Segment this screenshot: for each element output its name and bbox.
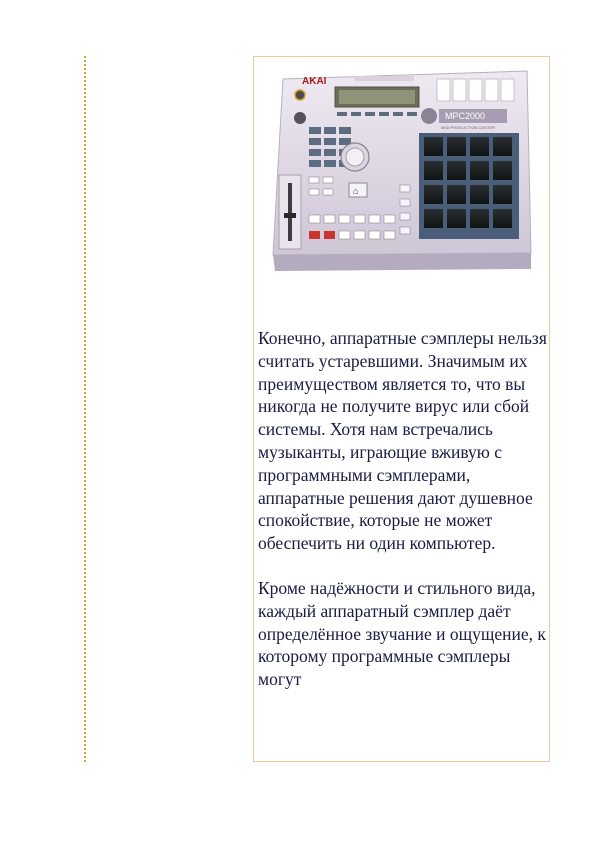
- akai-mpc2000-photo: [269, 65, 534, 277]
- model-badge: MPC2000: [445, 111, 486, 121]
- paragraph-1: Конечно, аппаратные сэмплеры нельзя считать устаревшими. Значимым их преимуществом является то, что вы никогда не получите вирус или сбой системы. Хотя нам встречались музыканты, играющие вживую с программными сэмплерами, аппаратные решения дают душевное спокойствие, которые не может обеспечить ни один компьютер.: [258, 328, 547, 554]
- svg-text:⌂: ⌂: [353, 186, 359, 196]
- article-text: [258, 327, 548, 713]
- model-subtitle: MIDI PRODUCTION CENTER: [441, 125, 495, 130]
- brand-logo: AKAI: [302, 76, 327, 87]
- margin-dotted-rule: [84, 56, 86, 762]
- content-frame: [253, 56, 550, 762]
- paragraph-2: Кроме надёжности и стильного вида, каждый аппаратный сэмплер даёт определённое звучание и ощущение, к которому программные сэмплеры могут: [258, 577, 546, 690]
